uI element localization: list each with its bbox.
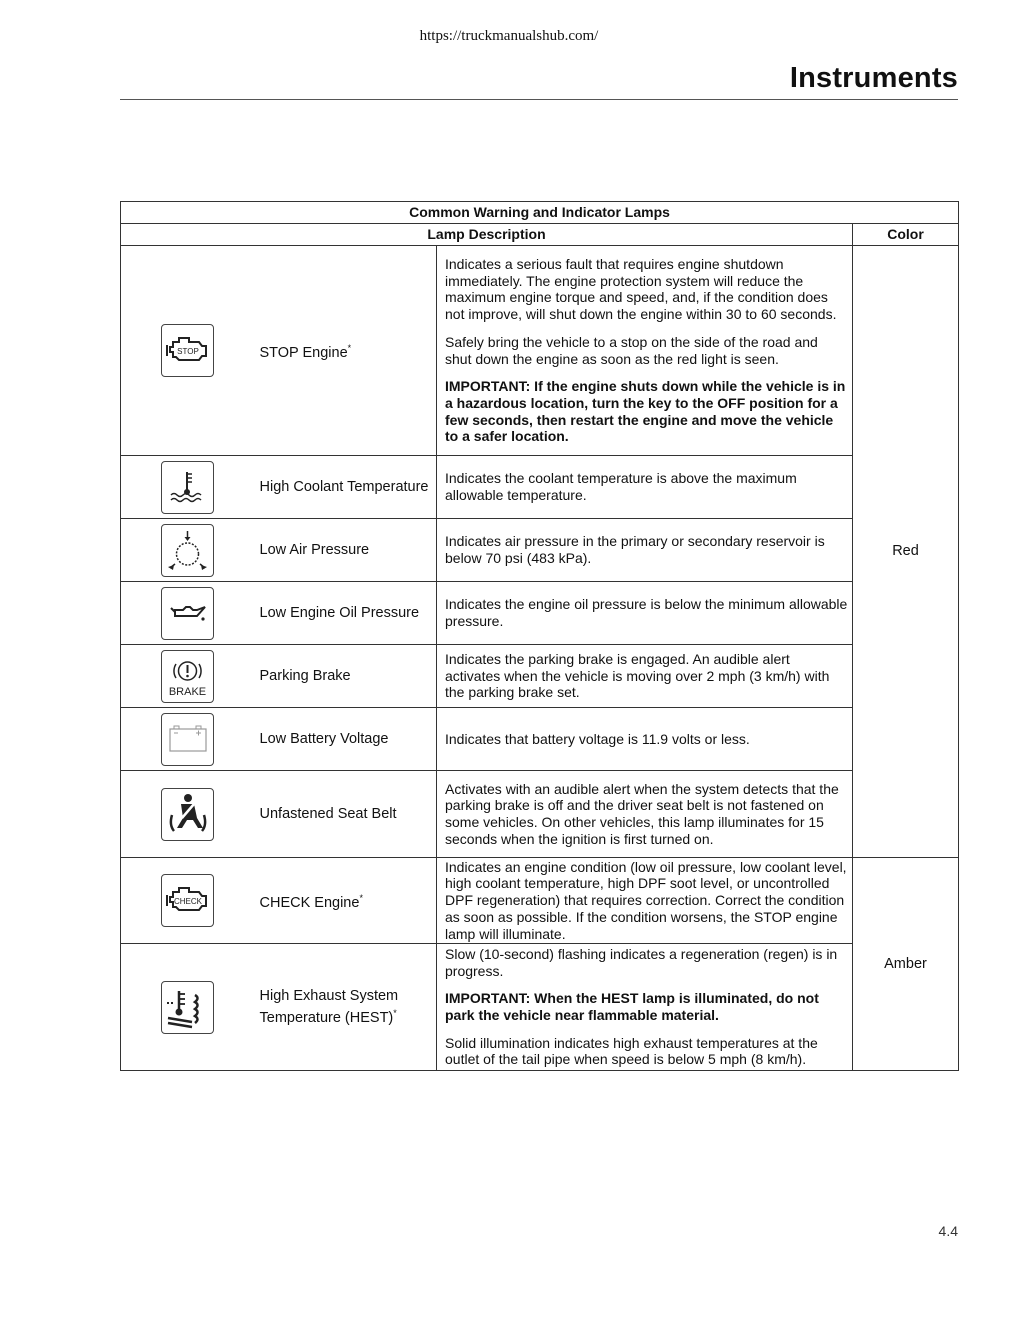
section-title: Instruments — [789, 62, 958, 94]
lamp-color-amber: Amber — [853, 858, 959, 1071]
lamp-name: Unfastened Seat Belt — [259, 805, 397, 822]
battery-icon — [161, 713, 214, 766]
lamp-name: High Exhaust System Temperature (HEST)* — [259, 987, 399, 1026]
warning-lamps-table — [120, 201, 959, 1071]
coolant-temperature-icon — [161, 461, 214, 514]
lamp-name: Parking Brake — [259, 667, 351, 684]
table-row — [121, 645, 959, 708]
page-number: 4.4 — [938, 1223, 958, 1239]
lamp-color-red: Red — [853, 246, 959, 858]
lamp-description: Indicates the coolant temperature is above the maximum allowable temperature. — [437, 456, 853, 519]
lamp-description: Indicates an engine condition (low oil pressure, low coolant level, high coolant temperature, high DPF soot level, or uncontrolled DPF regeneration) that requires correction. Correct the condition as soon as possible. If the condition worsens, the STOP engine lamp will illuminate. — [437, 858, 853, 944]
lamp-name: CHECK Engine* — [259, 892, 363, 911]
lamp-description: Slow (10-second) flashing indicates a regeneration (regen) is in progress. IMPORTANT: When the HEST lamp is illuminated, do not park the vehicle near flammable material. Solid illumination indicates high exhaust temperatures at the outlet of the tail pipe when speed is below 5 mph (8 km/h). — [437, 944, 853, 1071]
svg-text:STOP: STOP — [176, 347, 199, 356]
source-url[interactable]: https://truckmanualshub.com/ — [419, 28, 599, 44]
table-row — [121, 858, 959, 944]
air-pressure-icon — [161, 524, 214, 577]
lamp-name: Low Battery Voltage — [259, 730, 389, 747]
table-title: Common Warning and Indicator Lamps — [121, 202, 959, 224]
parking-brake-icon — [161, 650, 214, 703]
svg-text:BRAKE: BRAKE — [168, 685, 206, 698]
table-row — [121, 519, 959, 582]
lamp-description: Indicates air pressure in the primary or secondary reservoir is below 70 psi (483 kPa). — [437, 519, 853, 582]
lamp-name: Low Air Pressure — [259, 541, 370, 558]
oil-can-icon — [161, 587, 214, 640]
lamp-description: Indicates a serious fault that requires engine shutdown immediately. The engine protection system will reduce the maximum engine torque and speed, and, if the condition does not improve, will shut down the engine within 30 to 60 seconds. Safely bring the vehicle to a stop on the side of the road and shut down the engine as soon as the red light is seen. IMPORTANT: If the engine shuts down while the vehicle is in a hazardous location, turn the key to the OFF position for a few seconds, then restart the engine and move the vehicle to a safer location. — [437, 246, 853, 456]
lamp-name: STOP Engine* — [259, 342, 352, 361]
lamp-name: Low Engine Oil Pressure — [259, 604, 420, 621]
lamp-description: Indicates the engine oil pressure is below the minimum allowable pressure. — [437, 582, 853, 645]
lamp-description: Indicates the parking brake is engaged. An audible alert activates when the vehicle is moving over 2 mph (3 km/h) with the parking brake set. — [437, 645, 853, 708]
seat-belt-icon — [161, 788, 214, 841]
table-row — [121, 582, 959, 645]
table-row — [121, 456, 959, 519]
table-row — [121, 944, 959, 1071]
lamp-description: Indicates that battery voltage is 11.9 volts or less. — [437, 708, 853, 771]
table-row — [121, 771, 959, 858]
stop-engine-icon — [161, 324, 214, 377]
table-row — [121, 246, 959, 456]
table-row — [121, 708, 959, 771]
column-header-description: Lamp Description — [121, 224, 853, 246]
check-engine-icon — [161, 874, 214, 927]
lamp-description: Activates with an audible alert when the system detects that the parking brake is off and the driver seat belt is not fastened on some vehicles. On other vehicles, this lamp illuminates for 15 seconds when the ignition is first turned on. — [437, 771, 853, 858]
header-rule — [120, 99, 958, 100]
svg-text:CHECK: CHECK — [173, 897, 202, 906]
column-header-color: Color — [853, 224, 959, 246]
exhaust-temperature-icon — [161, 981, 214, 1034]
lamp-name: High Coolant Temperature — [259, 478, 429, 495]
